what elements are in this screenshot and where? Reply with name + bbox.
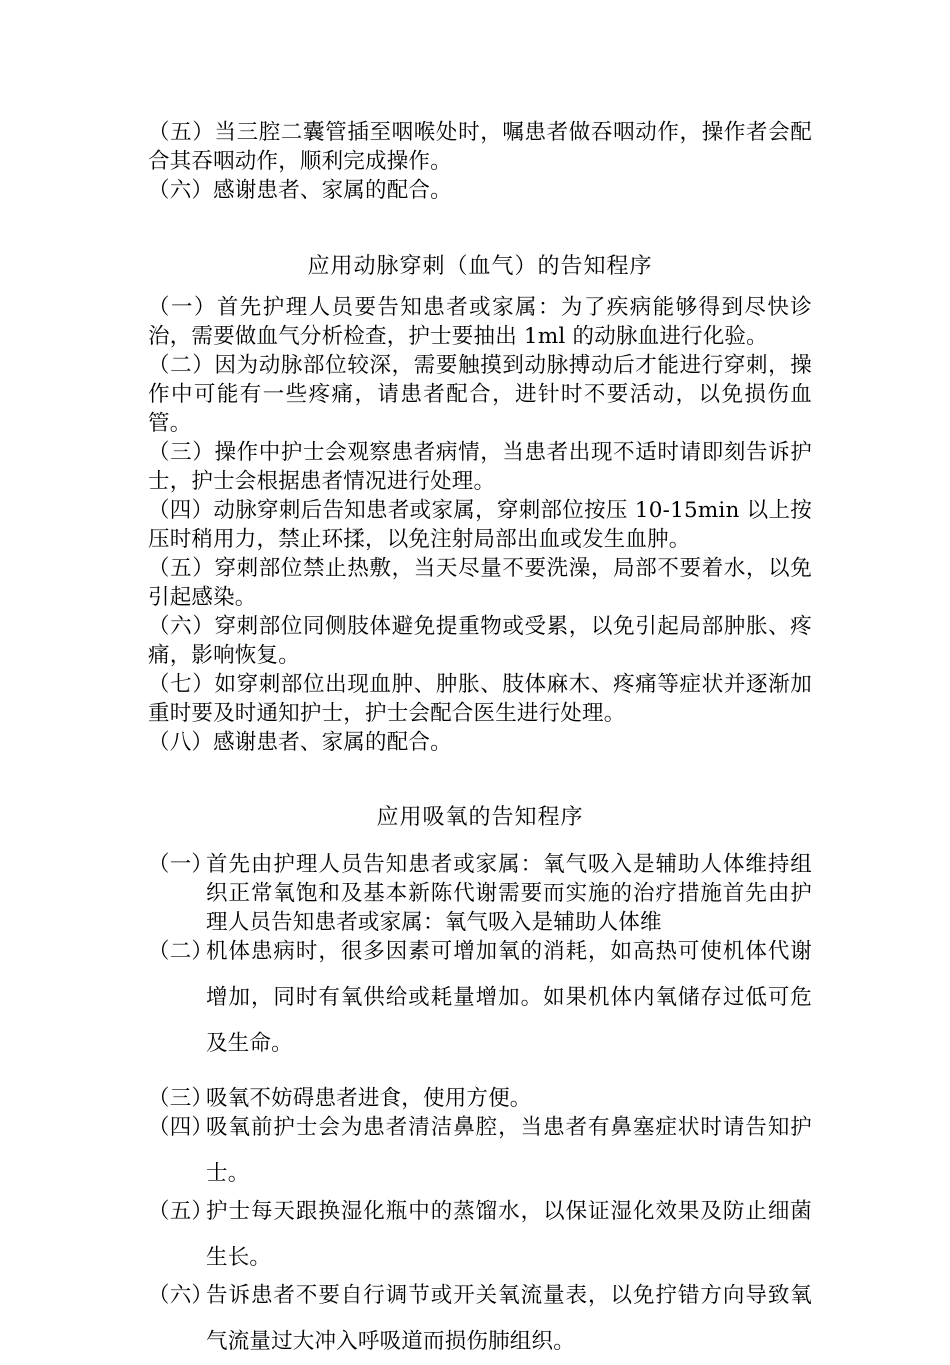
oxygen-item-text: 机体患病时，很多因素可增加氧的消耗，如高热可使机体代谢增加，同时有氧供给或耗量增加。如果机体内氧储存过低可危及生命。 — [206, 939, 812, 1056]
arterial-item-2: （二）因为动脉部位较深，需要触摸到动脉搏动后才能进行穿刺，操作中可能有一些疼痛，请患者配合，进针时不要活动，以免损伤血管。 — [148, 353, 812, 436]
oxygen-item-number: （三） — [148, 1086, 214, 1111]
arterial-item-7: （七）如穿刺部位出现血肿、肿胀、肢体麻木、疼痛等症状并逐渐加重时要及时通知护士，护士会配合医生进行处理。 — [148, 672, 812, 726]
arterial-item-4: （四）动脉穿刺后告知患者或家属，穿刺部位按压 10-15min 以上按压时稍用力，禁止环揉，以免注射局部出血或发生血肿。 — [148, 498, 812, 552]
oxygen-item-text: 吸氧不妨碍患者进食，使用方便。 — [206, 1086, 532, 1111]
oxygen-item-text: 首先由护理人员告知患者或家属：氧气吸入是辅助人体维持组织正常氧饱和及基本新陈代谢需要而实施的治疗措施首先由护理人员告知患者或家属：氧气吸入是辅助人体维 — [206, 852, 812, 935]
arterial-item-6: （六）穿刺部位同侧肢体避免提重物或受累，以免引起局部肿胀、疼痛，影响恢复。 — [148, 614, 812, 668]
arterial-item-8: （八）感谢患者、家属的配合。 — [148, 730, 452, 755]
arterial-item-1: （一）首先护理人员要告知患者或家属：为了疾病能够得到尽快诊治，需要做血气分析检查，护士要抽出 1ml 的动脉血进行化验。 — [148, 295, 812, 349]
oxygen-item-text: 告诉患者不要自行调节或开关氧流量表，以免拧错方向导致氧气流量过大冲入呼吸道而损伤肺组织。 — [206, 1283, 812, 1354]
document-page — [148, 118, 812, 1365]
arterial-item-3: （三）操作中护士会观察患者病情，当患者出现不适时请即刻告诉护士，护士会根据患者情况进行处理。 — [148, 440, 812, 494]
oxygen-item-4 — [148, 1105, 812, 1197]
arterial-item-5: （五）穿刺部位禁止热敷，当天尽量不要洗澡，局部不要着水，以免引起感染。 — [148, 556, 812, 610]
oxygen-item-text: 护士每天跟换湿化瓶中的蒸馏水，以保证湿化效果及防止细菌生长。 — [206, 1199, 812, 1270]
oxygen-item-6 — [148, 1273, 812, 1365]
oxygen-item-number: （二） — [148, 939, 214, 964]
section-title-arterial-puncture: 应用动脉穿刺（血气）的告知程序 — [307, 254, 653, 279]
paragraph-intro-5: （五）当三腔二囊管插至咽喉处时，嘱患者做吞咽动作，操作者会配合其吞咽动作，顺利完成操作。 — [148, 120, 812, 174]
oxygen-item-number: （四） — [148, 1115, 214, 1140]
oxygen-item-number: （一） — [148, 852, 214, 877]
paragraph-intro-6: （六）感谢患者、家属的配合。 — [148, 178, 452, 203]
oxygen-item-1 — [148, 850, 812, 937]
oxygen-item-number: （六） — [148, 1283, 214, 1308]
oxygen-item-number: （五） — [148, 1199, 214, 1224]
oxygen-item-text: 吸氧前护士会为患者清洁鼻腔，当患者有鼻塞症状时请告知护士。 — [206, 1115, 812, 1186]
oxygen-item-5 — [148, 1189, 812, 1281]
section-title-oxygen: 应用吸氧的告知程序 — [376, 805, 584, 830]
oxygen-item-2 — [148, 929, 812, 1067]
